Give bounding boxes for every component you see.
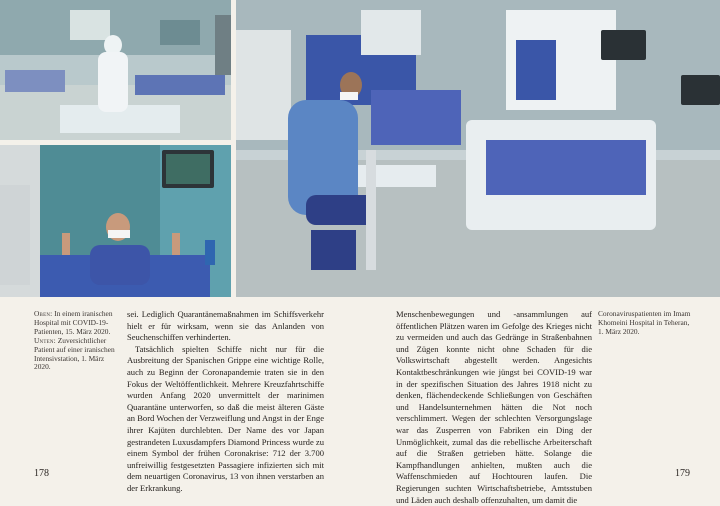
caption-top xyxy=(34,310,120,337)
caption-left xyxy=(34,310,120,372)
photo-icu-imam-khomeini xyxy=(236,0,720,297)
caption-right xyxy=(598,310,696,337)
caption-bottom-label: Unten: xyxy=(34,335,56,345)
page-number-left: 178 xyxy=(34,468,49,479)
body-column-left xyxy=(127,309,324,495)
paragraph: Tatsächlich spielten Schiffe nicht nur für die Ausbreitung der Spanischen Grippe eine wichtige Rolle, auch zu Beginn der Coronapandemie traten sie in den Fokus der Weltöffentlichkeit. Mehrere Kreuzfahrtschiffe wurden Anfang 2020 unvermittelt der marinimen Quarantäne unterworfen, so daß die meist älteren Gäste an Bord Wochen der Verzweiflung und Angst in der Enge ihrer Kajüten durchlebten. Der Name des vor Japan gestrandeten Luxusdampfers Diamond Princess wurde zu einem Symbol der frühen Coronakrise: 712 der 3.700 unfreiwillig festgesetzten Passagiere infizierten sich mit dem neuartigen Coronavirus, 13 von ihnen verstarben an der Erkrankung. xyxy=(127,343,324,493)
caption-right-text: Coronaviruspatienten im Imam Khomeini Hospital in Teheran, 1. März 2020. xyxy=(598,309,691,336)
body-column-right xyxy=(396,309,592,506)
caption-bottom-text: Zuversichtlicher Patient auf einer iranischen Intensivstation, 1. März 2020. xyxy=(34,335,115,372)
caption-bottom xyxy=(34,337,120,373)
paragraph: sei. Lediglich Quarantänemaßnahmen im Schiffsverkehr hielt er für wirksam, wenn sie das Anlanden von Seuchenschiffen verhinderten. xyxy=(127,309,324,343)
photo-patient-thumbs-up xyxy=(0,145,231,297)
caption-top-text: In einem iranischen Hospital mit COVID-19-Patienten, 15. März 2020. xyxy=(34,309,113,336)
page-number-right: 179 xyxy=(675,468,690,479)
caption-top-label: Oben: xyxy=(34,309,53,318)
paragraph: Menschenbewegungen und -ansammlungen auf öffentlichen Plätzen waren im Gefolge des Krieges nicht zu vermeiden und auch das Gedränge in Straßenbahnen und Zügen konnte nicht ohne Schaden für die Volkswirtschaft abgestellt werden. Angesichts Kontaktbeschränkungen wie jüngst bei COVID-19 war in der spezifischen Situation des Jahres 1918 nicht zu denken, flächendeckende Schließungen von Geschäften und Handelsunternehmen hätten die Not noch verschlimmert. Wegen der schlechten Versorgungslage war das Zusperren von Fabriken ein Ding der Unmöglichkeit, zumal das die rebellische Arbeiterschaft auf die Straßen getrieben hätte. Solange die Kampfhandlungen anhielten, mußten auch die Waffenschmieden auf Hochtouren laufen. Die Regierungen suchten Wirtschaftsbetriebe, Amtsstuben und Läden auch deshalb offenzuhalten, um damit die xyxy=(396,309,592,505)
photo-hospital-ward xyxy=(0,0,231,140)
